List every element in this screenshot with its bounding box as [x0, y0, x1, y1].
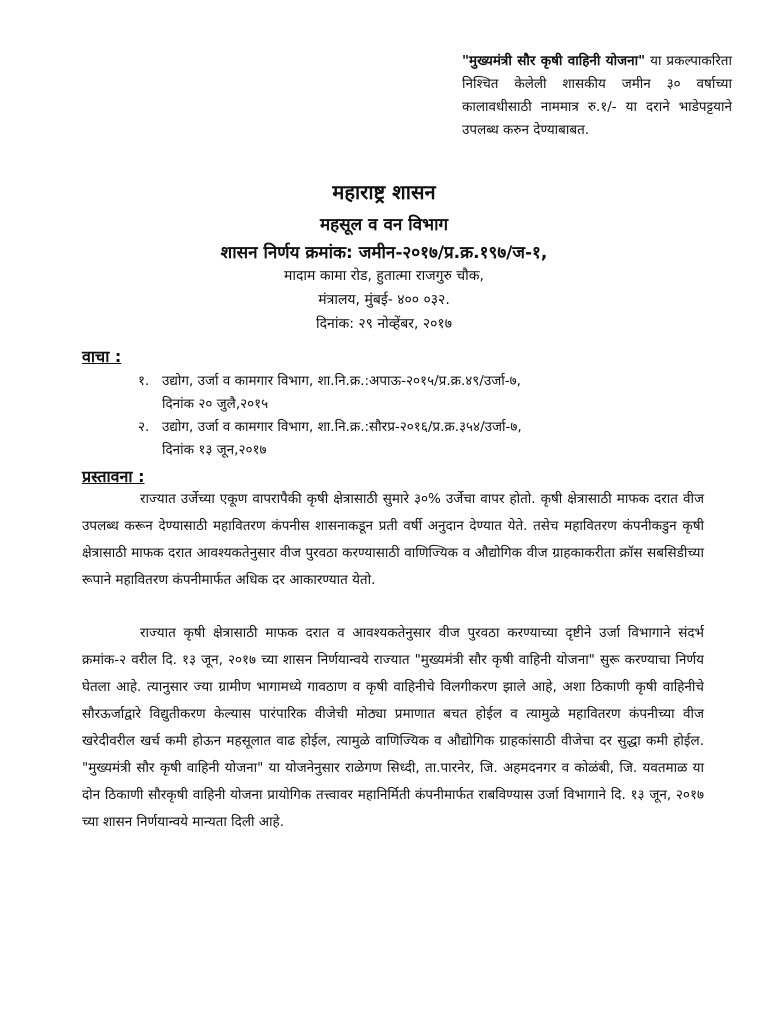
reference-number: १.: [138, 373, 150, 389]
references-list: [138, 370, 678, 462]
preamble-paragraph-2: राज्यात कृषी क्षेत्रासाठी माफक दरात व आवश्यकतेनुसार वीज पुरवठा करण्याच्या दृष्टीने उर्जा विभागाने संदर्भ क्रमांक-२ वरील दि. १३ जून, २०१७ च्या शासन निर्णयान्वये राज्यात "मुख्यमंत्री सौर कृषी वाहिनी योजना" सुरू करण्याचा निर्णय घेतला आहे. त्यानुसार ज्या ग्रामीण भागामध्ये गावठाण व कृषी वाहिनीचे विलगीकरण झाले आहे, अशा ठिकाणी कृषी वाहिनीचे सौरऊर्जाद्वारे विद्युतीकरण केल्यास पारंपारिक वीजेची मोठ्या प्रमाणात बचत होईल व त्यामुळे महावितरण कंपनीच्या वीज खरेदीवरील खर्च कमी होऊन महसूलात वाढ होईल, त्यामुळे वाणिज्यिक व औद्योगिक ग्राहकांसाठी वीजेचा दर सुद्धा कमी होईल. "मुख्यमंत्री सौर कृषी वाहिनी योजना" या योजनेनुसार राळेगण सिध्दी, ता.पारनेर, जि. अहमदनगर व कोळंबी, जि. यवतमाळ या दोन ठिकाणी सौरकृषी वाहिनी योजना प्रायोगिक तत्त्वावर महानिर्मिती कंपनीमार्फत राबविण्यास उर्जा विभागाने दि. १३ जून, २०१७ च्या शासन निर्णयान्वये मान्यता दिली आहे.: [82, 625, 704, 830]
document-date: दिनांक: २९ नोव्हेंबर, २०१७: [315, 316, 452, 332]
subject-block: [462, 50, 732, 142]
subject-text: या प्रकल्पाकरिता निश्चित केलेली शासकीय जमीन ३० वर्षाच्या कालावधीसाठी नाममात्र रु.१/- या दराने भाडेपट्टयाने उपलब्ध करुन देण्याबाबत.: [462, 53, 732, 138]
address-line-1: मादाम कामा रोड, हुतात्मा राजगुरु चौक,: [283, 268, 485, 284]
reference-item: [138, 370, 678, 416]
government-title: महाराष्ट्र शासन: [332, 180, 436, 204]
department-title: महसूल व वन विभाग: [319, 215, 449, 235]
reference-text: उद्योग, उर्जा व कामगार विभाग, शा.नि.क्र.:अपाऊ-२०१५/प्र.क्र.४९/उर्जा-७,: [162, 373, 521, 389]
reference-date: दिनांक १३ जून,२०१७: [162, 442, 267, 458]
references-title: वाचा :: [82, 347, 122, 366]
reference-number: २.: [138, 419, 150, 435]
reference-text: उद्योग, उर्जा व कामगार विभाग, शा.नि.क्र.:सौरप्र-२०१६/प्र.क्र.३५४/उर्जा-७,: [162, 419, 522, 435]
scheme-name: "मुख्यमंत्री सौर कृषी वाहिनी योजना": [462, 53, 646, 69]
gr-number: शासन निर्णय क्रमांक: जमीन-२०१७/प्र.क्र.१९७/ज-१,: [220, 243, 548, 263]
reference-item: [138, 416, 678, 462]
preamble-paragraph-1: राज्यात उर्जेच्या एकूण वापरापैकी कृषी क्षेत्रासाठी सुमारे ३०% उर्जेचा वापर होतो. कृषी क्षेत्रासाठी माफक दरात वीज उपलब्ध करून देण्यासाठी महावितरण कंपनीस शासनाकडून प्रती वर्षी अनुदान देण्यात येते. तसेच महावितरण कंपनीकडुन कृषी क्षेत्रासाठी माफक दरात आवश्यकतेनुसार वीज पुरवठा करण्यासाठी वाणिज्यिक व औद्योगिक वीज ग्राहकाकरीता क्रॉस सबसिडीच्या रूपाने महावितरण कंपनीमार्फत अधिक दर आकारण्यात येतो.: [82, 491, 704, 588]
address-line-2: मंत्रालय, मुंबई- ४०० ०३२.: [318, 292, 450, 308]
reference-date: दिनांक २० जुलै,२०१५: [162, 396, 269, 412]
preamble-title: प्रस्तावना :: [82, 467, 145, 486]
